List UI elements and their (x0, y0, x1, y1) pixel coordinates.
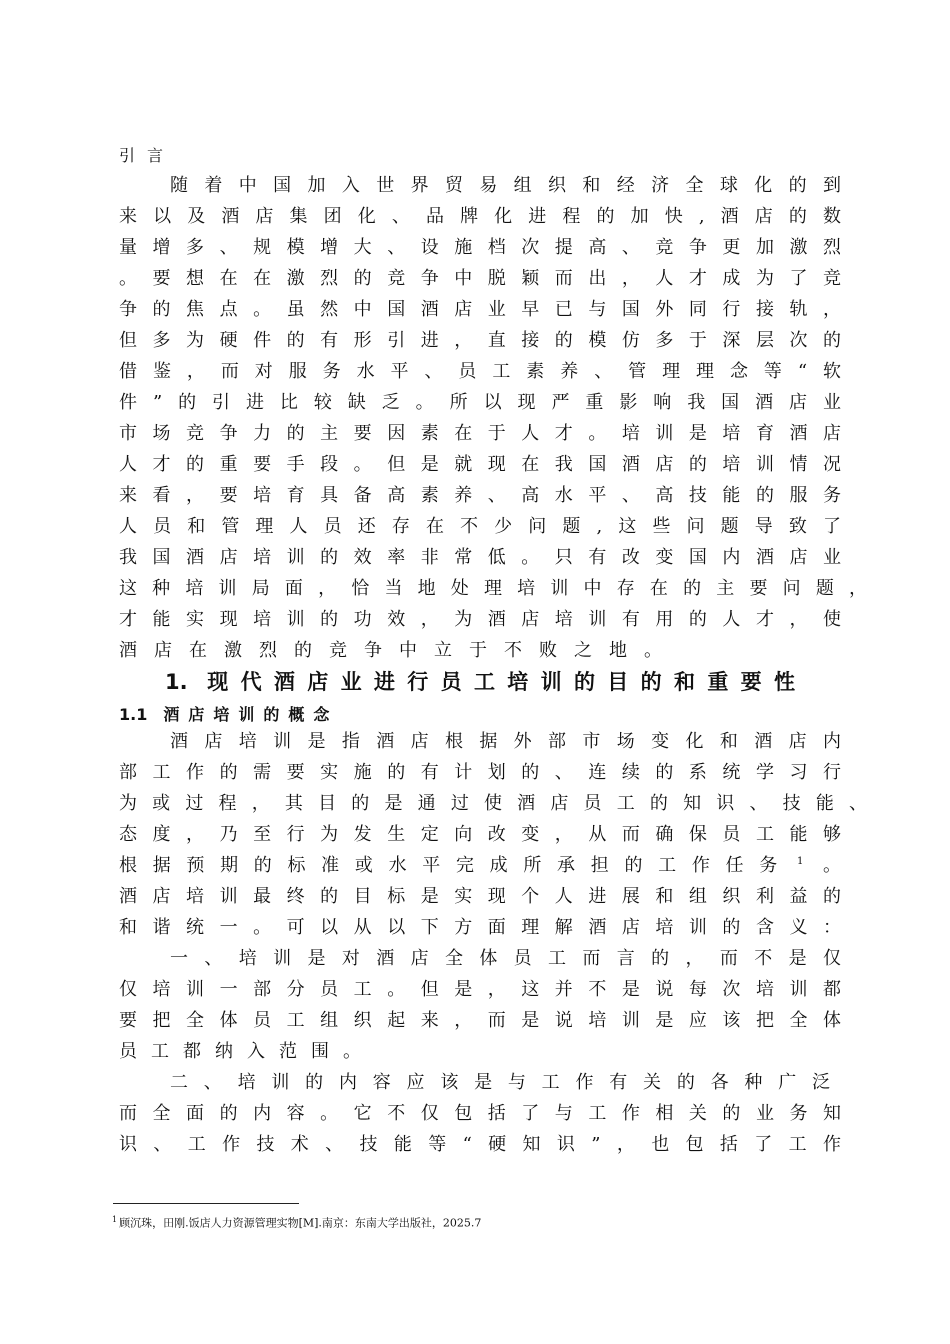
paragraph-line: 而全面的内容。它不仅包括了与工作相关的业务知 (119, 1103, 841, 1124)
paragraph-text: 。 (807, 855, 842, 876)
intro-line: 争的焦点。虽然中国酒店业早已与国外同行接轨， (119, 299, 841, 320)
intro-line: 才能实现培训的功效，为酒店培训有用的人才，使 (119, 609, 841, 630)
intro-line: 我国酒店培训的效率非常低。只有改变国内酒店业 (119, 547, 841, 568)
paragraph-line: 二、培训的内容应该是与工作有关的各种广泛 (170, 1072, 830, 1093)
intro-line: 。要想在在激烈的竞争中脱颖而出，人才成为了竞 (119, 268, 841, 289)
intro-line: 来看，要培育具备高素养、高水平、高技能的服务 (119, 485, 841, 506)
paragraph-line (119, 850, 841, 881)
paragraph-line: 和谐统一。可以从以下方面理解酒店培训的含义： (119, 917, 841, 938)
subsection-title (119, 702, 338, 728)
subsection-number: 1.1 (119, 705, 148, 724)
footnote-divider (113, 1203, 299, 1204)
intro-line: 借鉴，而对服务水平、员工素养、管理理念等“软 (119, 361, 841, 382)
paragraph-line: 仅培训一部分员工。但是，这并不是说每次培训都 (119, 979, 841, 1000)
footnote (112, 1212, 481, 1232)
intro-line: 件”的引进比较缺乏。所以现严重影响我国酒店业 (119, 392, 841, 413)
paragraph-line: 为或过程，其目的是通过使酒店员工的知识、技能、 (119, 793, 867, 814)
footnote-mark: 1 (112, 1215, 118, 1224)
footnote-reference[interactable]: 1 (796, 856, 804, 867)
intro-line: 随着中国加入世界贸易组织和经济全球化的到 (170, 175, 841, 196)
paragraph-line: 酒店培训是指酒店根据外部市场变化和酒店内 (170, 731, 841, 752)
paragraph-line: 识、工作技术、技能等“硬知识”，也包括了工作 (119, 1134, 841, 1155)
intro-line: 人才的重要手段。但是就现在我国酒店的培训情况 (119, 454, 841, 475)
intro-line: 但多为硬件的有形引进，直接的模仿多于深层次的 (119, 330, 841, 351)
intro-line: 市场竞争力的主要因素在于人才。培训是培育酒店 (119, 423, 841, 444)
intro-line: 酒店在激烈的竞争中立于不败之地。 (119, 640, 679, 661)
subsection-label: 酒店培训的概念 (163, 705, 339, 724)
section-title: 1. 现代酒店业进行员工培训的目的和重要性 (165, 670, 795, 694)
intro-line: 人员和管理人员还存在不少问题,这些问题导致了 (119, 516, 841, 537)
paragraph-line: 态度，乃至行为发生定向改变，从而确保员工能够 (119, 824, 841, 845)
footnote-text: 顾沉珠，田刚.饭店人力资源管理实物[M].南京：东南大学出版社，2025.7 (119, 1216, 482, 1230)
paragraph-line: 要把全体员工组织起来，而是说培训是应该把全体 (119, 1010, 841, 1031)
paragraph-line: 一、培训是对酒店全体员工而言的，而不是仅 (170, 948, 841, 969)
paragraph-text: 根据预期的标准或水平完成所承担的工作任务 (119, 855, 793, 876)
intro-line: 量增多、规模增大、设施档次提高、竞争更加激烈 (119, 237, 841, 258)
intro-heading: 引言 (119, 146, 176, 165)
paragraph-line: 部工作的需要实施的有计划的、连续的系统学习行 (119, 762, 841, 783)
intro-line: 这种培训局面，恰当地处理培训中存在的主要问题， (119, 578, 867, 599)
paragraph-line: 酒店培训最终的目标是实现个人进展和组织利益的 (119, 886, 841, 907)
intro-line: 来以及酒店集团化、品牌化进程的加快,酒店的数 (119, 206, 841, 227)
paragraph-line: 员工都纳入范围。 (119, 1041, 375, 1062)
